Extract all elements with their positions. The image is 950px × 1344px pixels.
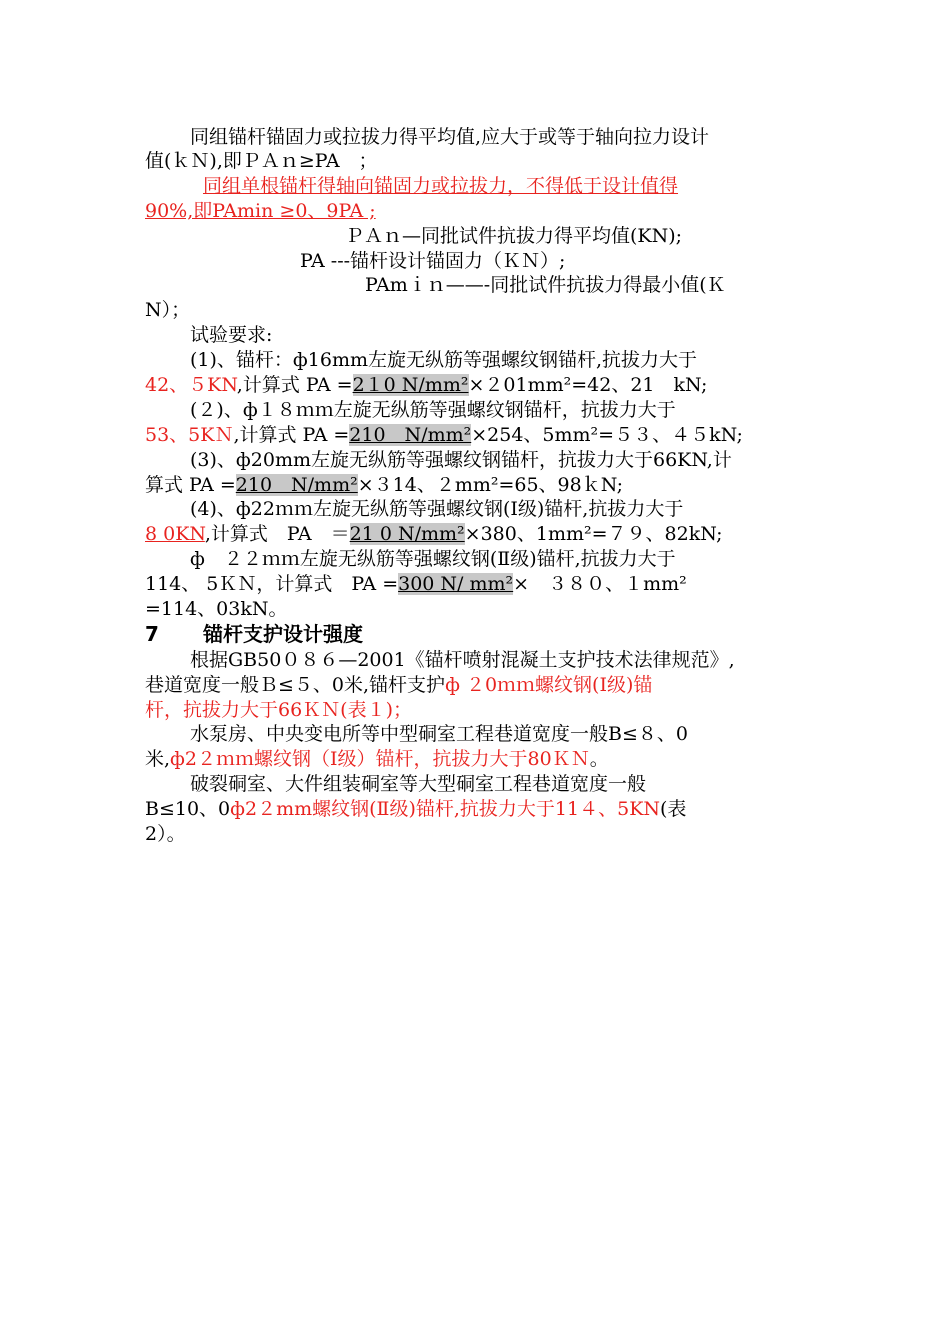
formula-text: ×254、5mm²=５３、４５kN; (471, 424, 743, 446)
requirement-formula (145, 572, 687, 596)
formula-text: 114、 5ＫＮ，计算式 PA = (145, 573, 399, 595)
formula-text: 算式 PA = (145, 474, 236, 496)
requirement-formula (145, 423, 743, 447)
requirement-item: ф ２２ｍｍ左旋无纵筋等强螺纹钢(Ⅱ级)锚杆,抗拔力大于 (190, 548, 676, 570)
section-title: 锚杆支护设计强度 (203, 622, 363, 646)
pullout-force-value: 42、５KN (145, 374, 237, 396)
section-number: 7 (145, 622, 159, 646)
strength-value: 210 N/mm² (235, 474, 358, 496)
requirement-item: (4)、ф22ｍｍ左旋无纵筋等强螺纹钢(Ⅰ级)锚杆,抗拔力大于 (190, 498, 684, 520)
paragraph-text: 米, (145, 748, 171, 770)
paragraph-text: 。 (589, 748, 609, 770)
pullout-force-value: 53、5KＮ (145, 424, 234, 446)
formula-text: ×３14、２mm²=65、98ｋN; (357, 474, 624, 496)
paragraph-text: 巷道宽度一般Ｂ≤５、0米,锚杆支护 (145, 674, 446, 696)
definition-line: N）； (145, 299, 191, 321)
requirement-item: (２)、ф１８ｍｍ左旋无纵筋等强螺纹钢锚杆，抗拔力大于 (190, 399, 676, 421)
strength-value: 300 N/ mm² (398, 573, 514, 595)
anchor-spec: ф ２0ｍｍ螺纹钢(Ⅰ级)锚 (445, 674, 653, 696)
paragraph-line: 水泵房、中央变电所等中型硐室工程巷道宽度一般B≤８、0 (190, 723, 688, 745)
requirement-formula: =114、03kN。 (145, 598, 288, 620)
strength-value: 210 N/mm² (349, 424, 472, 446)
definition-line: PAmｉｎ——-同批试件抗拔力得最小值(Ｋ (365, 274, 726, 296)
formula-text: ,计算式 PA = (233, 424, 350, 446)
paragraph-line: 破裂硐室、大件组装硐室等大型硐室工程巷道宽度一般 (190, 773, 647, 795)
paragraph-line: 根据GB50０８６—2001《锚杆喷射混凝土支护技术法律规范》, (190, 649, 735, 671)
paragraph-line (145, 797, 686, 821)
paragraph-line: 值(ｋＮ),即ＰＡｎ≥PA ； (145, 150, 378, 172)
strength-value: 21 0 N/mm² (349, 523, 465, 545)
strength-value: 2１0 N/mm² (352, 374, 469, 396)
section-heading (145, 621, 363, 647)
anchor-spec: ф2２ｍｍ螺纹钢（Ⅰ级）锚杆，抗拔力大于80ＫＮ (170, 748, 590, 770)
paragraph-line: 2）。 (145, 823, 186, 845)
requirement-item: (3)、ф20mm左旋无纵筋等强螺纹钢锚杆，抗拔力大于66KN,计 (190, 449, 732, 471)
requirements-title: 试验要求: (190, 324, 273, 346)
formula-text: × ３８０、１mm² (513, 573, 687, 595)
formula-text: ,计算式 PA = (236, 374, 353, 396)
formula-text: ×２01mm²=42、21 kN; (468, 374, 708, 396)
paragraph-line: 同组锚杆锚固力或拉拔力得平均值,应大于或等于轴向拉力设计 (190, 126, 710, 148)
requirement-item: (1)、锚杆：ф16mm左旋无纵筋等强螺纹钢锚杆,抗拔力大于 (190, 349, 698, 371)
definition-line: ＰＡｎ—同批试件抗拔力得平均值(KN); (345, 225, 683, 247)
requirement-formula (145, 473, 623, 497)
anchor-spec: ф2２mm螺纹钢(Ⅱ级)锚杆,抗拔力大于11４、5KN (230, 798, 661, 820)
formula-text: ×380、1mm²=７９、82kN; (464, 523, 723, 545)
requirement-formula (145, 373, 707, 397)
definition-line: PA ---锚杆设计锚固力（ＫＮ）; (300, 250, 566, 272)
pullout-force-value: 8 0KN (145, 523, 205, 545)
paragraph-line (145, 673, 652, 697)
requirement-formula (145, 522, 723, 546)
paragraph-line (145, 747, 609, 771)
paragraph-text: B≤10、0 (145, 798, 231, 820)
highlighted-requirement-line: 同组单根锚杆得轴向锚固力或拉拔力，不得低于设计值得 (203, 175, 679, 197)
paragraph-line: 杆，抗拔力大于66ＫＮ(表１)； (145, 699, 413, 721)
formula-text: ,计算式 PA ＝ (204, 523, 350, 545)
highlighted-requirement-line: 90%,即PAmin ≥0、9PA ; (145, 200, 376, 222)
paragraph-text: (表 (660, 798, 687, 820)
